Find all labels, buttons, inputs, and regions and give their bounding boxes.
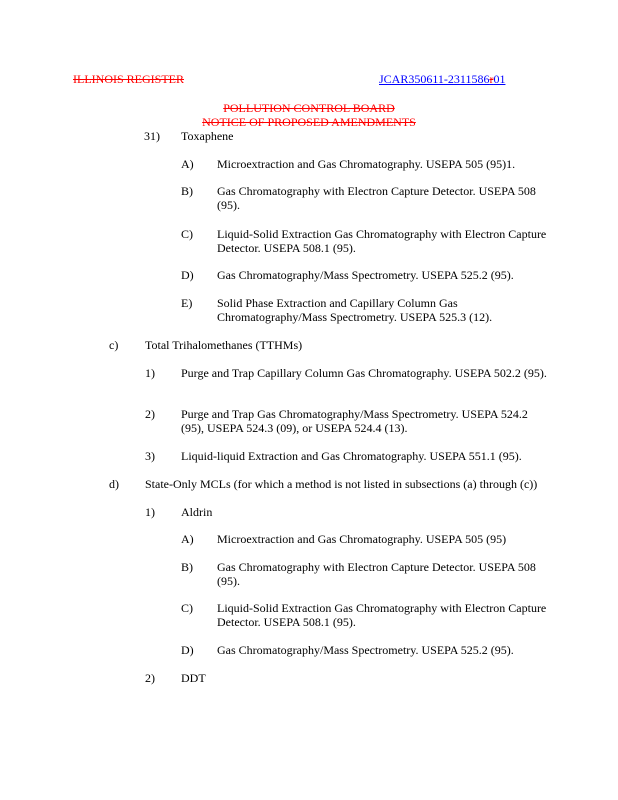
- jcar-code-suffix: 01: [493, 72, 506, 86]
- item-text: Purge and Trap Gas Chromatography/Mass Spectrometry. USEPA 524.2 (95), USEPA 524.3 (09), or USEPA 524.4 (13).: [181, 407, 528, 435]
- item-label: B): [181, 560, 193, 574]
- item-text: Purge and Trap Capillary Column Gas Chromatography. USEPA 502.2 (95).: [181, 366, 547, 380]
- item-label: B): [181, 184, 193, 198]
- item-text: Liquid-liquid Extraction and Gas Chromatography. USEPA 551.1 (95).: [181, 449, 522, 463]
- item-text: Gas Chromatography with Electron Capture Detector. USEPA 508 (95).: [217, 184, 536, 212]
- item-text: Liquid-Solid Extraction Gas Chromatography with Electron Capture Detector. USEPA 508.1 (95).: [217, 601, 547, 629]
- item-label: 1): [145, 505, 155, 519]
- item-text: Solid Phase Extraction and Capillary Column Gas Chromatography/Mass Spectrometry. USEPA 525.3 (12).: [217, 296, 493, 324]
- item-text: Aldrin: [181, 505, 213, 519]
- item-label: D): [181, 643, 194, 657]
- item-text: Toxaphene: [181, 129, 234, 143]
- item-text: Gas Chromatography/Mass Spectrometry. USEPA 525.2 (95).: [217, 643, 514, 657]
- section-text: State-Only MCLs (for which a method is not listed in subsections (a) through (c)): [145, 477, 538, 491]
- notice-title: NOTICE OF PROPOSED AMENDMENTS: [202, 115, 416, 129]
- item-label: 3): [145, 449, 155, 463]
- section-label: d): [109, 477, 119, 491]
- item-text: Gas Chromatography with Electron Capture Detector. USEPA 508 (95).: [217, 560, 536, 588]
- item-label: A): [181, 157, 194, 171]
- item-label: C): [181, 227, 193, 241]
- item-text: Microextraction and Gas Chromatography. USEPA 505 (95): [217, 532, 507, 546]
- section-text: Total Trihalomethanes (TTHMs): [145, 338, 303, 352]
- register-header: ILLINOIS REGISTER: [73, 72, 184, 86]
- item-label: 31): [144, 129, 160, 143]
- item-label: E): [181, 296, 193, 310]
- item-label: 1): [145, 366, 155, 380]
- item-text: DDT: [181, 671, 206, 685]
- item-text: Gas Chromatography/Mass Spectrometry. USEPA 525.2 (95).: [217, 268, 514, 282]
- item-text: Liquid-Solid Extraction Gas Chromatography with Electron Capture Detector. USEPA 508.1 (95).: [217, 227, 547, 255]
- item-label: D): [181, 268, 194, 282]
- item-label: A): [181, 532, 194, 546]
- agency-title: POLLUTION CONTROL BOARD: [223, 101, 395, 115]
- item-text: Microextraction and Gas Chromatography. USEPA 505 (95)1.: [217, 157, 516, 171]
- item-label: 2): [145, 671, 155, 685]
- jcar-code-prefix: JCAR350611-2311586: [379, 72, 490, 86]
- item-label: C): [181, 601, 193, 615]
- jcar-code-link[interactable]: [379, 72, 505, 87]
- jcar-code-deleted: r: [489, 72, 494, 86]
- item-label: 2): [145, 407, 155, 421]
- section-label: c): [109, 338, 119, 352]
